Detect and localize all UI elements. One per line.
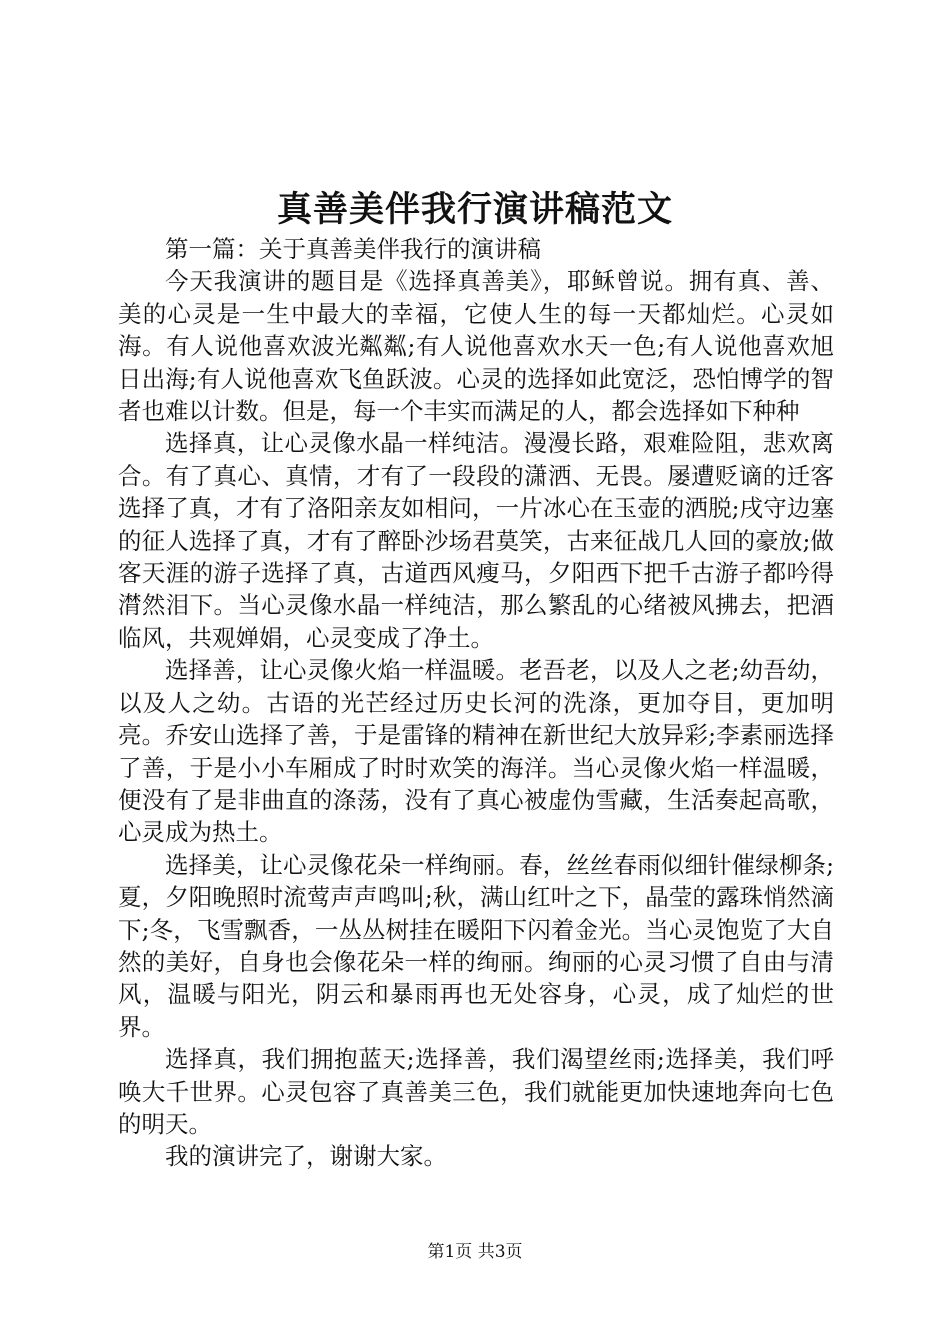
paragraph-goodness: 选择善，让心灵像火焰一样温暖。老吾老，以及人之老;幼吾幼，以及人之幼。古语的光芒经过历史长河的洗涤，更加夺目，更加明亮。乔安山选择了善，于是雷锋的精神在新世纪大放异彩;李素丽选择了善，于是小小车厢成了时时欢笑的海洋。当心灵像火焰一样温暖，便没有了是非曲直的涤荡，没有了真心被虚伪雪藏，生活奏起高歌，心灵成为热土。: [118, 656, 834, 847]
paragraph-closing: 我的演讲完了，谢谢大家。: [165, 1142, 447, 1171]
document-body: [118, 233, 834, 1173]
paragraph-summary: 选择真，我们拥抱蓝天;选择善，我们渴望丝雨;选择美，我们呼唤大千世界。心灵包容了真善美三色，我们就能更加快速地奔向七色的明天。: [118, 1045, 834, 1138]
paragraph-beauty: 选择美，让心灵像花朵一样绚丽。春，丝丝春雨似细针催绿柳条;夏，夕阳晚照时流莺声声鸣叫;秋，满山红叶之下，晶莹的露珠悄然滴下;冬，飞雪飘香，一丛丛树挂在暖阳下闪着金光。当心灵饱览了大自然的美好，自身也会像花朵一样的绚丽。绚丽的心灵习惯了自由与清风，温暖与阳光，阴云和暴雨再也无处容身，心灵，成了灿烂的世界。: [118, 850, 834, 1041]
page-number-footer: 第1页 共3页: [427, 1242, 523, 1262]
paragraph-heading: 第一篇：关于真善美伴我行的演讲稿: [165, 235, 541, 263]
document-title: 真善美伴我行演讲稿范文: [276, 189, 673, 230]
paragraph-truth: 选择真，让心灵像水晶一样纯洁。漫漫长路，艰难险阻，悲欢离合。有了真心、真情，才有了一段段的潇洒、无畏。屡遭贬谪的迁客选择了真，才有了洛阳亲友如相问，一片冰心在玉壶的洒脱;戌守边塞的征人选择了真，才有了醉卧沙场君莫笑，古来征战几人回的豪放;做客天涯的游子选择了真，古道西风瘦马，夕阳西下把千古游子都吟得潸然泪下。当心灵像水晶一样纯洁，那么繁乱的心绪被风拂去，把酒临风，共观婵娟，心灵变成了净土。: [118, 429, 834, 652]
paragraph-intro: 今天我演讲的题目是《选择真善美》，耶稣曾说。拥有真、善、美的心灵是一生中最大的幸福，它使人生的每一天都灿烂。心灵如海。有人说他喜欢波光粼粼;有人说他喜欢水天一色;有人说他喜欢旭日出海;有人说他喜欢飞鱼跃波。心灵的选择如此宽泛，恐怕博学的智者也难以计数。但是，每一个丰实而满足的人，都会选择如下种种: [118, 267, 834, 426]
